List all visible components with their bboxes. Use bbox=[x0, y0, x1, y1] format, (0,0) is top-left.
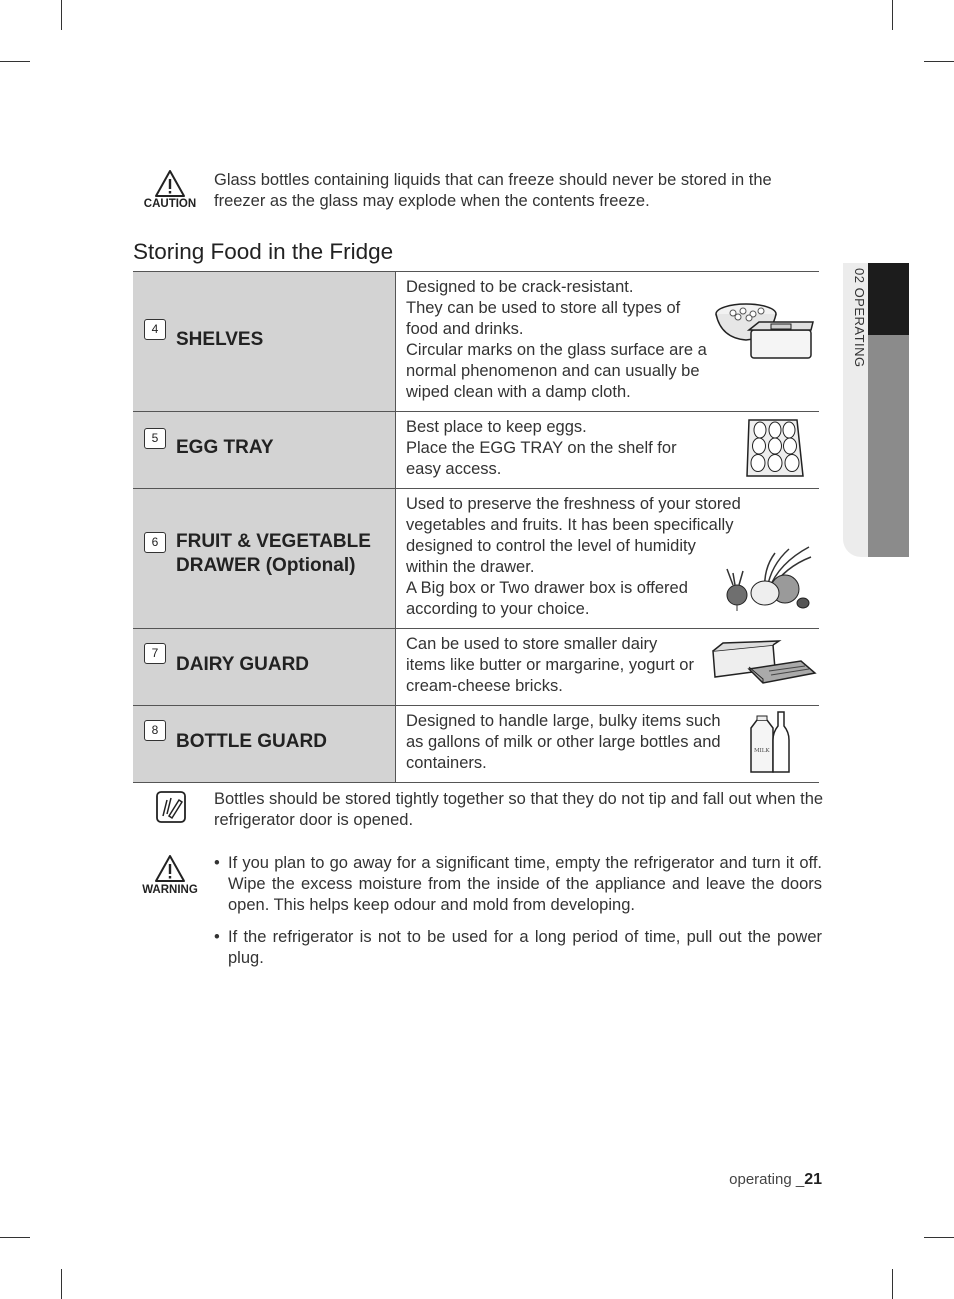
bowl-and-container-icon bbox=[713, 300, 817, 370]
crop-mark bbox=[0, 61, 30, 62]
item-name: SHELVES bbox=[176, 329, 264, 350]
item-description: Designed to handle large, bulky items such as gallons of milk or other large bottles and containers. bbox=[406, 712, 721, 772]
crop-mark bbox=[61, 0, 62, 30]
item-description-cell bbox=[396, 412, 820, 489]
warning-bullet: • If you plan to go away for a significant time, empty the refrigerator and turn it off. Wipe the excess moisture from the inside of the appliance and leave the doors open. This helps keep odour and mold from developing. bbox=[214, 853, 822, 916]
crop-mark bbox=[924, 61, 954, 62]
crop-mark bbox=[0, 1237, 30, 1238]
table-row bbox=[133, 706, 819, 783]
item-description: Best place to keep eggs. Place the EGG TRAY on the shelf for easy access. bbox=[406, 418, 677, 478]
item-description: Designed to be crack-resistant. They can be used to store all types of food and drinks. Circular marks on the glass surface are a normal phenomenon and can usually be wiped clean with a damp cloth. bbox=[406, 278, 707, 401]
item-number: 5 bbox=[144, 428, 166, 449]
warning-label: WARNING bbox=[142, 884, 198, 896]
warning-bullet: • If the refrigerator is not to be used for a long period of time, pull out the power plug. bbox=[214, 927, 822, 969]
footer-section: operating _ bbox=[729, 1171, 805, 1188]
item-description-cell bbox=[396, 629, 820, 706]
crop-mark bbox=[61, 1269, 62, 1299]
item-description-cell bbox=[396, 706, 820, 783]
milk-label: MILK bbox=[754, 748, 770, 754]
table-row bbox=[133, 412, 819, 489]
side-tab-bar bbox=[868, 335, 909, 557]
side-tab-label: 02 OPERATING bbox=[852, 268, 867, 368]
caution-text: Glass bottles containing liquids that can freeze should never be stored in the freezer as the glass may explode when the contents freeze. bbox=[214, 171, 772, 210]
item-name-cell bbox=[133, 412, 396, 489]
page-footer bbox=[700, 1171, 822, 1189]
item-name-cell bbox=[133, 272, 396, 412]
item-description: Used to preserve the freshness of your stored vegetables and fruits. It has been specifically designed to control the level of humidity within the drawer. A Big box or Two drawer box is offered according to your choice. bbox=[406, 495, 741, 618]
page-number: 21 bbox=[804, 1171, 822, 1188]
table-row bbox=[133, 272, 819, 412]
note-text: Bottles should be stored tightly together so that they do not tip and fall out when the refrigerator door is opened. bbox=[214, 790, 824, 829]
egg-tray-icon bbox=[745, 414, 805, 486]
table-row bbox=[133, 629, 819, 706]
butter-dish-icon bbox=[709, 639, 817, 693]
item-name: FRUIT & VEGETABLE DRAWER (Optional) bbox=[176, 531, 371, 576]
item-name-cell bbox=[133, 706, 396, 783]
crop-mark bbox=[892, 0, 893, 30]
item-number: 4 bbox=[144, 319, 166, 340]
side-tab-marker bbox=[868, 263, 909, 335]
note-pencil-icon bbox=[155, 790, 187, 829]
crop-mark bbox=[924, 1237, 954, 1238]
crop-mark bbox=[892, 1269, 893, 1299]
milk-and-bottle-icon bbox=[749, 708, 791, 782]
item-number: 6 bbox=[144, 532, 166, 553]
item-number: 7 bbox=[144, 643, 166, 664]
item-name-cell bbox=[133, 489, 396, 629]
item-name: DAIRY GUARD bbox=[176, 654, 310, 675]
item-description: Can be used to store smaller dairy items like butter or margarine, yogurt or cream-cheese bricks. bbox=[406, 635, 694, 695]
caution-label: CAUTION bbox=[143, 198, 197, 210]
item-name-cell bbox=[133, 629, 396, 706]
section-title: Storing Food in the Fridge bbox=[133, 239, 394, 264]
item-number: 8 bbox=[144, 720, 166, 741]
storage-table bbox=[133, 271, 819, 783]
item-name: BOTTLE GUARD bbox=[176, 731, 327, 752]
item-name: EGG TRAY bbox=[176, 437, 274, 458]
warning-list bbox=[214, 853, 822, 980]
vegetables-icon bbox=[719, 543, 815, 619]
item-description-cell bbox=[396, 272, 820, 412]
table-row bbox=[133, 489, 819, 629]
item-description-cell bbox=[396, 489, 820, 629]
